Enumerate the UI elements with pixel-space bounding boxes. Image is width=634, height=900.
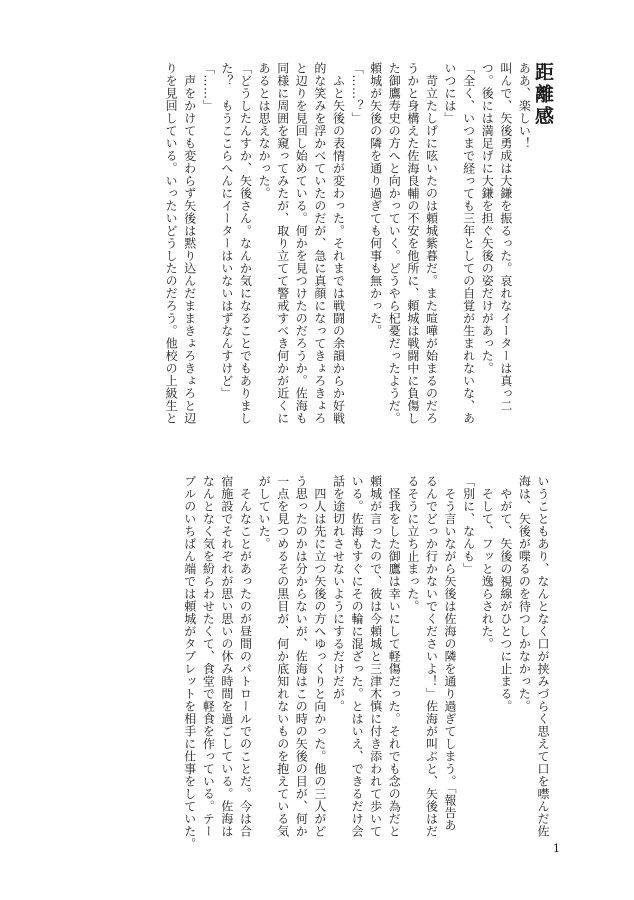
text-line: 同様に周囲を窺ってみたが、取り立てて警戒すべき何かが近くに bbox=[275, 62, 290, 425]
text-line: 「別に、なんも」 bbox=[461, 475, 476, 575]
text-line: た御鷹寿史の方へと向かっていく。どうやら杞憂だったようだ。 bbox=[387, 62, 402, 425]
text-line: と辺りを見回し始めている。何かを見つけたのだろうか。佐海も bbox=[294, 62, 309, 425]
text-line: 一点を見つめるその黒目が、何か底知れないものを抱えている気 bbox=[275, 475, 290, 838]
text-line: なんとなく気を紛らわせたくて、食堂で軽食を作っている。テー bbox=[201, 475, 216, 838]
text-line: 「……」 bbox=[201, 62, 216, 112]
text-line: るんでどっか行かないでくださいよ！」佐海が叫ぶと、矢後はだ bbox=[424, 475, 439, 838]
text-line: ブルのいちばん端では頼城がタブレットを相手に仕事をしていた。 bbox=[182, 475, 197, 850]
text-line: 四人は先に立つ矢後の方へゆっくりと向かった。他の三人がど bbox=[312, 475, 327, 838]
text-line: そんなことがあったのが昼間のパトロールでのことだ。今は合 bbox=[238, 475, 253, 838]
chapter-title: 距離感 bbox=[532, 62, 554, 128]
text-line: いうこともあり、なんとなく口が挟みづらく思えて口を噤んだ佐 bbox=[536, 475, 550, 838]
text-line: やがて、矢後の視線がひとつに止まる。 bbox=[498, 475, 513, 713]
page-number: 1 bbox=[553, 842, 560, 855]
text-line: うかと身構えた佐海良輔の不安を他所に、頼城は戦闘中に負傷し bbox=[405, 62, 420, 425]
text-line: そう言いながら矢後は佐海の隣を通り過ぎてしまう。「報告あ bbox=[443, 475, 458, 832]
text-line: 海は、矢後が喋るのを待つしかなかった。 bbox=[517, 475, 532, 713]
text-line: 話を途切れさせないようにするだけだが。 bbox=[331, 475, 346, 713]
text-line: あるとは思えなかった。 bbox=[257, 62, 272, 200]
text-line: 「全く、いつまで経っても三年としての自覚が生まれないな、あ bbox=[461, 62, 476, 425]
text-line: 宿施設でそれぞれが思い思いの休み時間を過ごしている。佐海は bbox=[219, 475, 234, 838]
text-line: 「……？」 bbox=[350, 62, 365, 125]
text-line: ふと矢後の表情が変わった。それまでは戦闘の余韻からか好戦 bbox=[331, 62, 346, 425]
text-line: 的な笑みを浮かべていたのだが、急に真顔になってきょろきょろ bbox=[312, 62, 327, 425]
text-line: がしていた。 bbox=[257, 475, 272, 550]
upper-text-block bbox=[162, 62, 554, 425]
lower-text-block bbox=[180, 475, 552, 850]
text-line: るそうに立ち止まった。 bbox=[405, 475, 420, 613]
text-line: りを見回している。いったいどうしたのだろう。他校の上級生と bbox=[164, 62, 179, 425]
text-line: た？ もうここらへんにイーターはいないはずなんすけど」 bbox=[219, 62, 234, 400]
text-line: 頼城が言ったので、彼は今頼城と三津木慎に付き添われて歩いて bbox=[368, 475, 383, 838]
text-line: 頼城が矢後の隣を通り過ぎても何事も無かった。 bbox=[368, 62, 383, 337]
text-line: 怪我をした御鷹は幸いにして軽傷だった。それでも念の為だと bbox=[387, 475, 402, 838]
text-line: ああ、楽しい！ bbox=[517, 62, 532, 150]
text-line: いる。佐海もすぐにその輪に混ざった。とはいえ、できるだけ会 bbox=[350, 475, 365, 838]
text-line: 叫んで、矢後勇成は大鎌を振るった。哀れなイーターは真っ二 bbox=[498, 62, 513, 412]
text-line: 苛立たしげに呟いたのは頼城紫暮だ。また喧嘩が始まるのだろ bbox=[424, 62, 439, 425]
text-line: 声をかけても変わらず矢後は黙り込んだままきょろきょろと辺 bbox=[182, 62, 197, 425]
text-line: いつには」 bbox=[443, 62, 458, 125]
text-line: う思ったのかは分からないが、佐海はこの時の矢後の目が、何か bbox=[294, 475, 309, 838]
text-line: そして、フッと逸らされた。 bbox=[480, 475, 495, 650]
text-line: つ。後には満足げに大鎌を担ぐ矢後の姿だけがあった。 bbox=[480, 62, 495, 375]
text-line: 「どうしたんすか、矢後さん。なんか気になることでもありまし bbox=[238, 62, 253, 425]
